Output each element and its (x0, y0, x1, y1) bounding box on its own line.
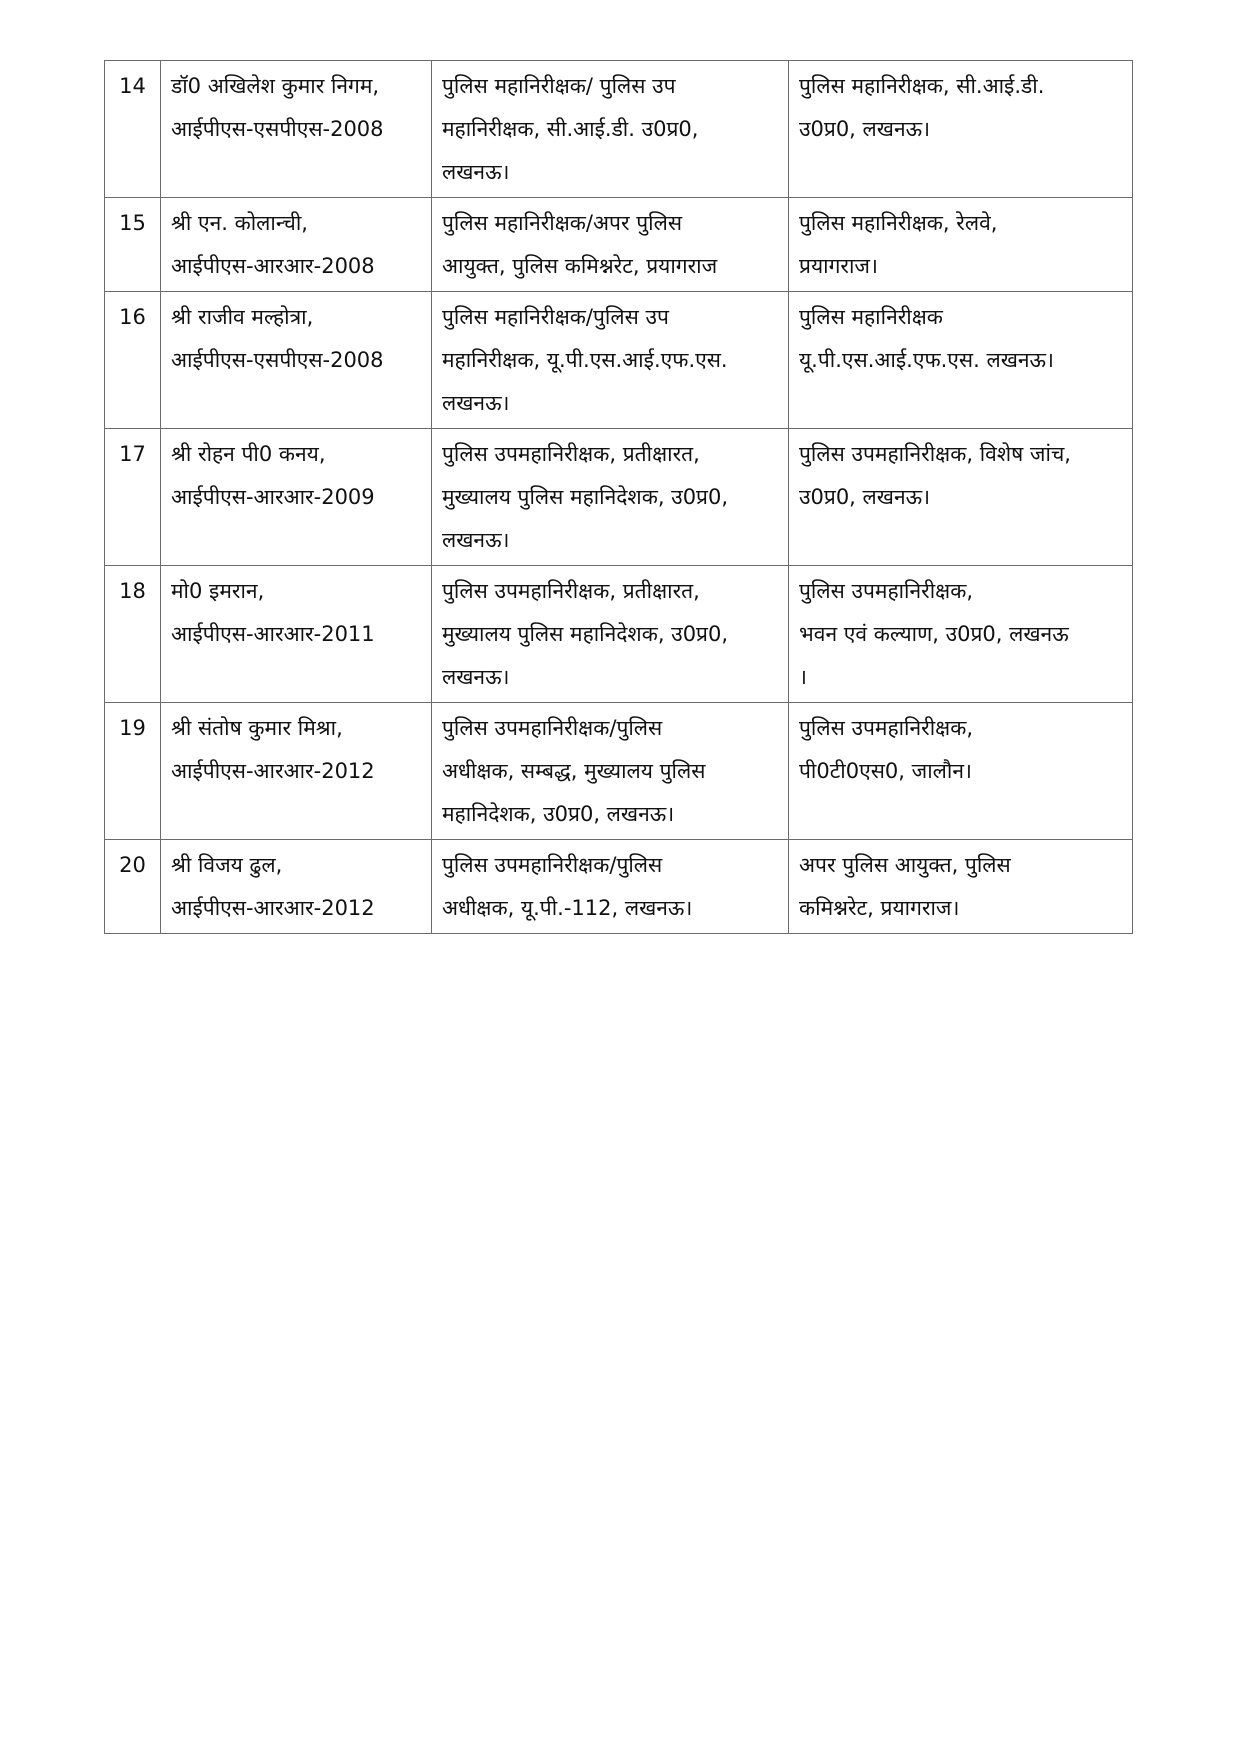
current-post-cell (432, 292, 789, 429)
new-post-line: । (799, 665, 807, 689)
officer-name-line: आईपीएस-आरआर-2008 (171, 254, 375, 278)
new-post-line: पी0टी0एस0, जालौन। (799, 759, 972, 783)
table-body (105, 61, 1133, 934)
officer-name-line: श्री राजीव मल्होत्रा, (171, 305, 314, 329)
table-row (105, 61, 1133, 198)
new-post-line: यू.पी.एस.आई.एफ.एस. लखनऊ। (799, 348, 1054, 372)
table-row (105, 566, 1133, 703)
serial-number-cell (105, 703, 161, 840)
current-post-cell (432, 703, 789, 840)
officer-name-cell (161, 566, 432, 703)
serial-number: 19 (119, 716, 146, 740)
current-post-line: लखनऊ। (442, 160, 510, 184)
new-post-line: अपर पुलिस आयुक्त, पुलिस (799, 853, 1011, 877)
current-post-line: पुलिस उपमहानिरीक्षक/पुलिस (442, 853, 663, 877)
new-post-cell (789, 429, 1133, 566)
new-post-line: पुलिस उपमहानिरीक्षक, (799, 716, 974, 740)
current-post-line: पुलिस उपमहानिरीक्षक, प्रतीक्षारत, (442, 442, 700, 466)
officer-name-line: मो0 इमरान, (171, 579, 265, 603)
table-row (105, 703, 1133, 840)
new-post-line: पुलिस महानिरीक्षक, रेलवे, (799, 211, 998, 235)
table-row (105, 429, 1133, 566)
new-post-line: पुलिस उपमहानिरीक्षक, (799, 579, 974, 603)
officer-name-line: श्री संतोष कुमार मिश्रा, (171, 716, 343, 740)
new-post-line: पुलिस उपमहानिरीक्षक, विशेष जांच, (799, 442, 1071, 466)
table-row (105, 292, 1133, 429)
current-post-cell (432, 566, 789, 703)
serial-number-cell (105, 292, 161, 429)
current-post-cell (432, 840, 789, 934)
serial-number-cell (105, 566, 161, 703)
serial-number: 20 (119, 853, 146, 877)
current-post-line: अधीक्षक, सम्बद्ध, मुख्यालय पुलिस (442, 759, 706, 783)
officer-name-line: आईपीएस-आरआर-2009 (171, 485, 375, 509)
serial-number: 16 (119, 305, 146, 329)
current-post-cell (432, 198, 789, 292)
current-post-cell (432, 61, 789, 198)
officer-name-line: आईपीएस-आरआर-2012 (171, 896, 375, 920)
current-post-line: पुलिस महानिरीक्षक/पुलिस उप (442, 305, 669, 329)
table-row (105, 840, 1133, 934)
new-post-line: उ0प्र0, लखनऊ। (799, 117, 931, 141)
new-post-cell (789, 566, 1133, 703)
current-post-line: पुलिस उपमहानिरीक्षक/पुलिस (442, 716, 663, 740)
new-post-cell (789, 840, 1133, 934)
new-post-line: प्रयागराज। (799, 254, 878, 278)
serial-number: 15 (119, 211, 146, 235)
officer-name-cell (161, 292, 432, 429)
current-post-line: पुलिस महानिरीक्षक/अपर पुलिस (442, 211, 683, 235)
current-post-line: पुलिस उपमहानिरीक्षक, प्रतीक्षारत, (442, 579, 700, 603)
new-post-line: कमिश्नरेट, प्रयागराज। (799, 896, 960, 920)
serial-number-cell (105, 840, 161, 934)
current-post-line: महानिदेशक, उ0प्र0, लखनऊ। (442, 802, 675, 826)
current-post-line: अधीक्षक, यू.पी.-112, लखनऊ। (442, 896, 693, 920)
officer-name-cell (161, 703, 432, 840)
new-post-line: भवन एवं कल्याण, उ0प्र0, लखनऊ (799, 622, 1069, 646)
new-post-cell (789, 198, 1133, 292)
current-post-line: आयुक्त, पुलिस कमिश्नरेट, प्रयागराज (442, 254, 718, 278)
current-post-line: लखनऊ। (442, 528, 510, 552)
serial-number-cell (105, 198, 161, 292)
officer-name-cell (161, 198, 432, 292)
officer-name-line: आईपीएस-एसपीएस-2008 (171, 348, 384, 372)
current-post-line: महानिरीक्षक, सी.आई.डी. उ0प्र0, (442, 117, 699, 141)
table-row (105, 198, 1133, 292)
current-post-line: लखनऊ। (442, 665, 510, 689)
new-post-cell (789, 703, 1133, 840)
officer-name-line: आईपीएस-आरआर-2012 (171, 759, 375, 783)
serial-number: 17 (119, 442, 146, 466)
new-post-line: पुलिस महानिरीक्षक (799, 305, 943, 329)
officer-transfer-table (104, 60, 1133, 934)
current-post-line: महानिरीक्षक, यू.पी.एस.आई.एफ.एस. (442, 348, 728, 372)
officer-name-line: डॉ0 अखिलेश कुमार निगम, (171, 74, 380, 98)
new-post-line: पुलिस महानिरीक्षक, सी.आई.डी. (799, 74, 1045, 98)
new-post-cell (789, 61, 1133, 198)
officer-name-line: आईपीएस-एसपीएस-2008 (171, 117, 384, 141)
officer-name-line: श्री एन. कोलान्ची, (171, 211, 308, 235)
officer-name-line: श्री रोहन पी0 कनय, (171, 442, 326, 466)
current-post-line: पुलिस महानिरीक्षक/ पुलिस उप (442, 74, 676, 98)
officer-name-cell (161, 429, 432, 566)
officer-name-cell (161, 840, 432, 934)
serial-number-cell (105, 429, 161, 566)
current-post-line: मुख्यालय पुलिस महानिदेशक, उ0प्र0, (442, 485, 729, 509)
new-post-cell (789, 292, 1133, 429)
officer-name-line: आईपीएस-आरआर-2011 (171, 622, 375, 646)
serial-number: 18 (119, 579, 146, 603)
officer-name-line: श्री विजय ढुल, (171, 853, 283, 877)
officer-name-cell (161, 61, 432, 198)
current-post-cell (432, 429, 789, 566)
current-post-line: मुख्यालय पुलिस महानिदेशक, उ0प्र0, (442, 622, 729, 646)
serial-number: 14 (119, 74, 146, 98)
new-post-line: उ0प्र0, लखनऊ। (799, 485, 931, 509)
serial-number-cell (105, 61, 161, 198)
current-post-line: लखनऊ। (442, 391, 510, 415)
